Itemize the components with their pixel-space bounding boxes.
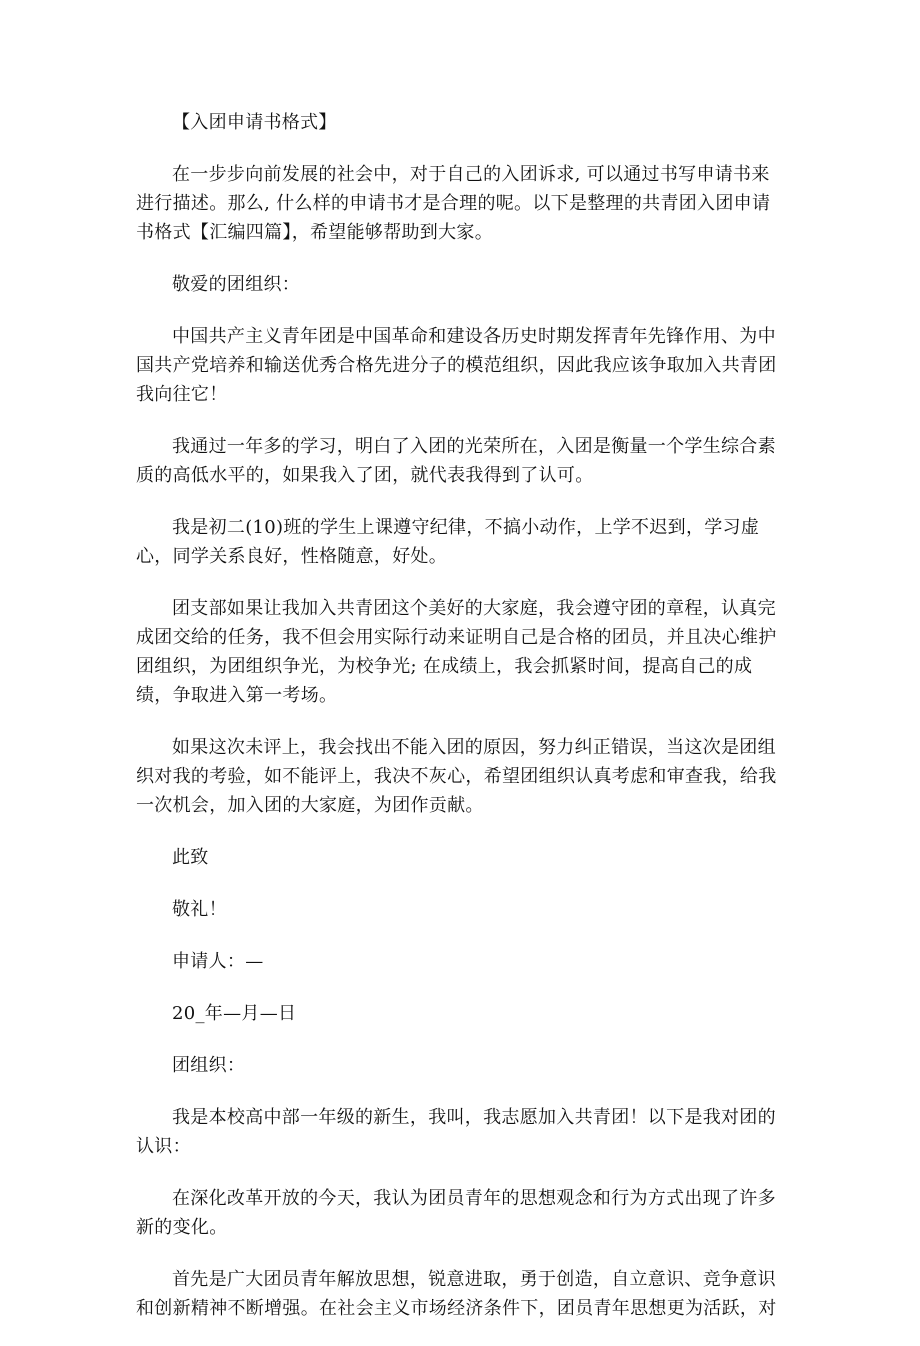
paragraph-intro: 在一步步向前发展的社会中，对于自己的入团诉求, 可以通过书写申请书来进行描述。那么, 什么样的申请书才是合理的呢。以下是整理的共青团入团申请书格式【汇编四篇】，希望能够帮助到大家。 <box>136 164 771 243</box>
paragraph-date: 20_年—月—日 <box>172 1003 297 1024</box>
paragraph-body: 如果这次未评上，我会找出不能入团的原因，努力纠正错误，当这次是团组织对我的考验，如不能评上，我决不灰心，希望团组织认真考虑和审查我，给我一次机会，加入团的大家庭，为团作贡献。 <box>136 737 777 816</box>
paragraph-applicant: 申请人：— <box>172 951 264 972</box>
document-body <box>136 108 786 1346</box>
paragraph-body: 我是本校高中部一年级的新生，我叫，我志愿加入共青团！以下是我对团的认识： <box>136 1107 776 1157</box>
paragraph-body: 我是初二(10)班的学生上课遵守纪律，不搞小动作，上学不迟到，学习虚心，同学关系良好，性格随意，好处。 <box>136 517 760 567</box>
paragraph-body: 在深化改革开放的今天，我认为团员青年的思想观念和行为方式出现了许多新的变化。 <box>136 1188 776 1238</box>
paragraph-body: 我通过一年多的学习，明白了入团的光荣所在，入团是衡量一个学生综合素质的高低水平的，如果我入了团，就代表我得到了认可。 <box>136 436 776 486</box>
paragraph-body: 中国共产主义青年团是中国革命和建设各历史时期发挥青年先锋作用、为中国共产党培养和输送优秀合格先进分子的模范组织，因此我应该争取加入共青团我向往它！ <box>136 326 777 405</box>
document-title: 【入团申请书格式】 <box>172 112 337 133</box>
paragraph-closing: 此致 <box>172 847 209 868</box>
paragraph-regards: 敬礼！ <box>172 899 227 920</box>
paragraph-salutation: 敬爱的团组织： <box>172 274 301 295</box>
paragraph-body: 团支部如果让我加入共青团这个美好的大家庭，我会遵守团的章程，认真完成团交给的任务，我不但会用实际行动来证明自己是合格的团员，并且决心维护团组织，为团组织争光，为校争光; 在成绩上，我会抓紧时间，提高自己的成绩，争取进入第一考场。 <box>136 598 777 706</box>
paragraph-body: 首先是广大团员青年解放思想，锐意进取，勇于创造，自立意识、竞争意识和创新精神不断增强。在社会主义市场经济条件下，团员青年思想更为活跃，对 <box>136 1269 777 1319</box>
paragraph-salutation: 团组织： <box>172 1055 246 1076</box>
